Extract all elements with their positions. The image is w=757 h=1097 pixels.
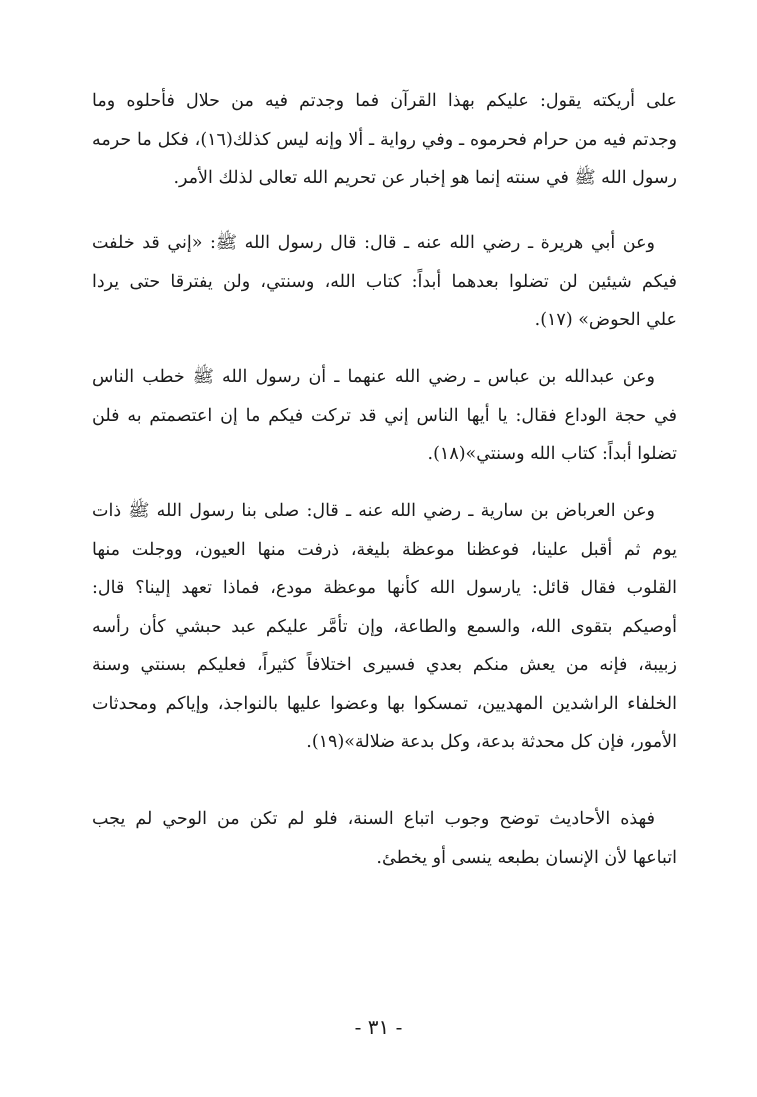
paragraph-line: أوصيكم بتقوى الله، والسمع والطاعة، وإن تأمَّر عليكم عبد حبشي كأن رأسه xyxy=(92,616,677,637)
paragraph-3 xyxy=(92,358,677,474)
page-number: - ٣١ - xyxy=(354,1015,403,1039)
paragraph-line: القلوب فقال قائل: يارسول الله كأنها موعظة مودع، فماذا تعهد إلينا؟ قال: xyxy=(92,578,677,598)
paragraph-line: اتباعها لأن الإنسان بطبعه ينسى أو يخطئ. xyxy=(376,847,677,868)
paragraph-4 xyxy=(92,492,677,762)
paragraph-line: وعن العرباض بن سارية ـ رضي الله عنه ـ قال: صلى بنا رسول الله ﷺ ذات xyxy=(92,501,655,521)
paragraph-line: يوم ثم أقبل علينا، فوعظنا موعظة بليغة، ذرفت منها العيون، ووجلت منها xyxy=(92,539,677,560)
paragraph-line: رسول الله ﷺ في سنته إنما هو إخبار عن تحريم الله تعالى لذلك الأمر. xyxy=(173,168,677,188)
paragraph-line: وعن أبي هريرة ـ رضي الله عنه ـ قال: قال رسول الله ﷺ: «إني قد خلفت xyxy=(92,233,655,253)
paragraph-1 xyxy=(92,82,677,198)
paragraph-line: تضلوا أبداً: كتاب الله وسنتي»(١٨). xyxy=(427,444,677,464)
paragraph-line: الأمور، فإن كل محدثة بدعة، وكل بدعة ضلالة»(١٩). xyxy=(306,732,677,752)
paragraph-line: فهذه الأحاديث توضح وجوب اتباع السنة، فلو لم تكن من الوحي لم يجب xyxy=(92,809,655,829)
paragraph-2 xyxy=(92,224,677,340)
paragraph-line: وجدتم فيه من حرام فحرموه ـ وفي رواية ـ ألا وإنه ليس كذلك(١٦)، فكل ما حرمه xyxy=(92,129,677,150)
paragraph-line: فيكم شيئين لن تضلوا بعدهما أبداً: كتاب الله، وسنتي، ولن يفترقا حتى يردا xyxy=(92,271,677,292)
paragraph-line: زبيبة، فإنه من يعش منكم بعدي فسيرى اختلافاً كثيراً، فعليكم بسنتي وسنة xyxy=(92,655,677,675)
paragraph-line: علي الحوض» (١٧). xyxy=(534,310,677,330)
paragraph-5 xyxy=(92,800,677,877)
paragraph-line: في حجة الوداع فقال: يا أيها الناس إني قد تركت فيكم ما إن اعتصمتم به فلن xyxy=(92,405,677,426)
paragraph-line: على أريكته يقول: عليكم بهذا القرآن فما وجدتم فيه من حلال فأحلوه وما xyxy=(92,91,677,111)
paragraph-line: الخلفاء الراشدين المهديين، تمسكوا بها وعضوا عليها بالنواجذ، وإياكم ومحدثات xyxy=(92,693,677,714)
paragraph-line: وعن عبدالله بن عباس ـ رضي الله عنهما ـ أن رسول الله ﷺ خطب الناس xyxy=(92,367,655,387)
